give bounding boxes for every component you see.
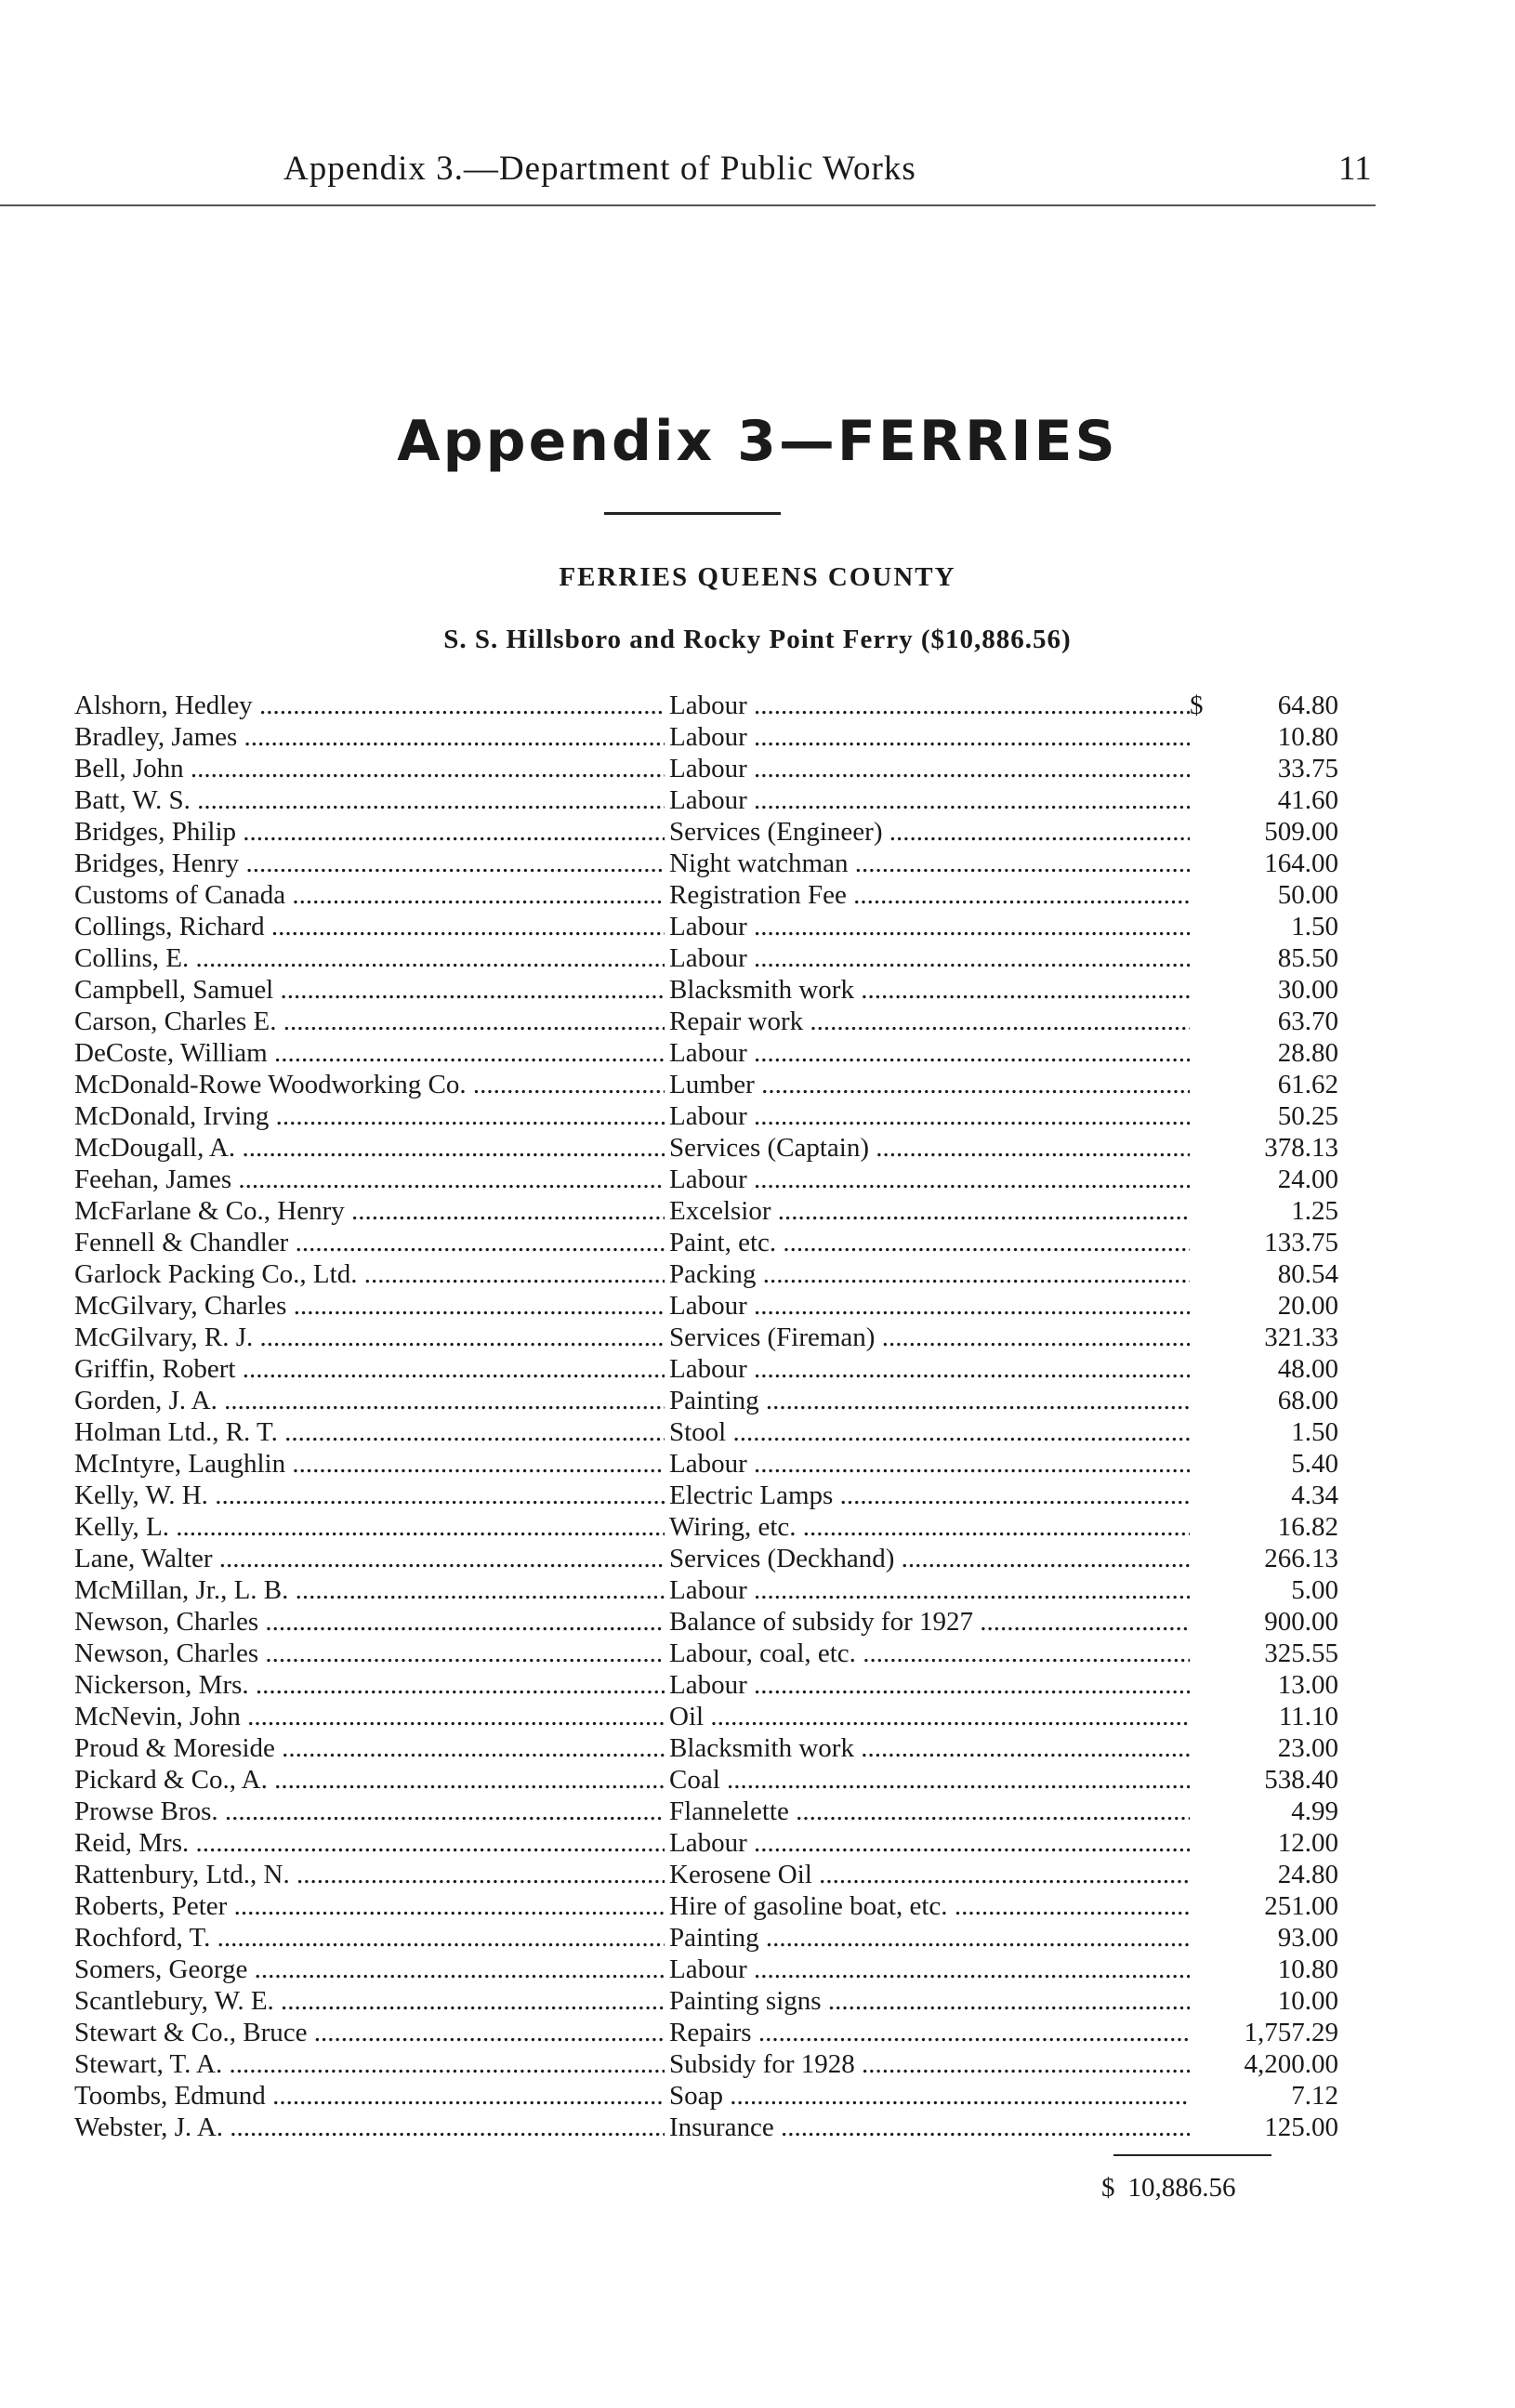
payee-name: McFarlane & Co., Henry ..... — [74, 1195, 665, 1227]
payee-name: Nickerson, Mrs. ..... — [74, 1669, 665, 1701]
ledger-row — [74, 1922, 1338, 1954]
amount: 1,757.29 — [1244, 2018, 1338, 2047]
expense-item: Labour ..... — [669, 1100, 1190, 1132]
amount: 33.75 — [1277, 754, 1338, 783]
ledger-row — [74, 1701, 1338, 1732]
ledger-row — [74, 1764, 1338, 1796]
ledger-row — [74, 1448, 1338, 1480]
expense-item: Services (Engineer) ..... — [669, 816, 1190, 848]
ledger-row — [74, 1796, 1338, 1827]
payee-name: Collings, Richard ..... — [74, 911, 665, 942]
expense-item: Balance of subsidy for 1927 ..... — [669, 1606, 1190, 1638]
header-rule — [0, 204, 1376, 206]
expense-item: Repair work ..... — [669, 1006, 1190, 1037]
amount: 20.00 — [1277, 1291, 1338, 1321]
payee-name: Kelly, L. ..... — [74, 1511, 665, 1543]
payee-name: Fennell & Chandler ..... — [74, 1227, 665, 1258]
expense-item: Labour ..... — [669, 1353, 1190, 1385]
amount: 10.80 — [1277, 1954, 1338, 1984]
payee-name: McMillan, Jr., L. B. ..... — [74, 1574, 665, 1606]
expense-item: Labour ..... — [669, 1037, 1190, 1069]
payee-name: Stewart & Co., Bruce ..... — [74, 2017, 665, 2048]
amount: 16.82 — [1277, 1512, 1338, 1542]
amount: 64.80 — [1277, 691, 1338, 720]
expense-item: Labour, coal, etc. ..... — [669, 1638, 1190, 1669]
expense-item: Paint, etc. ..... — [669, 1227, 1190, 1258]
payee-name: McDonald, Irving ..... — [74, 1100, 665, 1132]
amount: 4.34 — [1291, 1480, 1338, 1510]
payee-name: Rochford, T. ..... — [74, 1922, 665, 1954]
ledger-row — [74, 942, 1338, 974]
appendix-title: Appendix 3—FERRIES — [397, 409, 1118, 474]
ledger-row — [74, 690, 1338, 721]
amount: 80.54 — [1277, 1259, 1338, 1289]
amount: 164.00 — [1264, 849, 1338, 878]
ledger-row — [74, 1511, 1338, 1543]
expense-item: Subsidy for 1928 ..... — [669, 2048, 1190, 2080]
ledger-row — [74, 879, 1338, 911]
payee-name: Holman Ltd., R. T. ..... — [74, 1416, 665, 1448]
amount: 7.12 — [1291, 2081, 1338, 2111]
payee-name: McNevin, John ..... — [74, 1701, 665, 1732]
ledger-row — [74, 974, 1338, 1006]
amount: 10.00 — [1277, 1986, 1338, 2016]
expense-item: Painting ..... — [669, 1922, 1190, 1954]
expense-item: Lumber ..... — [669, 1069, 1190, 1100]
ledger-row — [74, 1416, 1338, 1448]
payee-name: Carson, Charles E. ..... — [74, 1006, 665, 1037]
ledger-row — [74, 1543, 1338, 1574]
expense-item: Night watchman ..... — [669, 848, 1190, 879]
payee-name: Gorden, J. A. ..... — [74, 1385, 665, 1416]
expense-item: Hire of gasoline boat, etc. ..... — [669, 1890, 1190, 1922]
ledger-row — [74, 1227, 1338, 1258]
payee-name: Reid, Mrs. ..... — [74, 1827, 665, 1859]
payee-name: Scantlebury, W. E. ..... — [74, 1985, 665, 2017]
ledger-row — [74, 721, 1338, 753]
payee-name: McGilvary, R. J. ..... — [74, 1322, 665, 1353]
payee-name: Bridges, Philip ..... — [74, 816, 665, 848]
payee-name: Campbell, Samuel ..... — [74, 974, 665, 1006]
total-amount: 10,886.56 — [1127, 2173, 1236, 2203]
expense-item: Labour ..... — [669, 1827, 1190, 1859]
page-number: 11 — [1338, 150, 1372, 188]
payee-name: Toombs, Edmund ..... — [74, 2080, 665, 2112]
amount: 61.62 — [1277, 1070, 1338, 1099]
payee-name: Lane, Walter ..... — [74, 1543, 665, 1574]
expense-item: Insurance ..... — [669, 2112, 1190, 2143]
amount: 41.60 — [1277, 785, 1338, 815]
ledger-row — [74, 2112, 1338, 2143]
ledger-row — [74, 1669, 1338, 1701]
payee-name: Somers, George ..... — [74, 1954, 665, 1985]
expense-item: Oil ..... — [669, 1701, 1190, 1732]
expense-item: Labour ..... — [669, 1448, 1190, 1480]
amount: 4.99 — [1291, 1796, 1338, 1826]
ledger-row — [74, 1290, 1338, 1322]
ledger-row — [74, 1574, 1338, 1606]
ledger-row — [74, 848, 1338, 879]
ledger-row — [74, 1954, 1338, 1985]
expense-item: Labour ..... — [669, 721, 1190, 753]
section-subheading: S. S. Hillsboro and Rocky Point Ferry ($10,886.56) — [443, 625, 1072, 654]
amount: 85.50 — [1277, 943, 1338, 973]
expense-item: Electric Lamps ..... — [669, 1480, 1190, 1511]
amount: 10.80 — [1277, 722, 1338, 752]
ledger-row — [74, 1132, 1338, 1164]
expense-item: Coal ..... — [669, 1764, 1190, 1796]
amount: 28.80 — [1277, 1038, 1338, 1068]
expense-item: Labour ..... — [669, 784, 1190, 816]
expense-item: Soap ..... — [669, 2080, 1190, 2112]
amount: 900.00 — [1264, 1607, 1338, 1637]
amount: 378.13 — [1264, 1133, 1338, 1163]
ledger-row — [74, 784, 1338, 816]
amount: 30.00 — [1277, 975, 1338, 1005]
ledger-row — [74, 1732, 1338, 1764]
payee-name: Alshorn, Hedley ..... — [74, 690, 665, 721]
expense-item: Blacksmith work ..... — [669, 974, 1190, 1006]
payee-name: McDougall, A. ..... — [74, 1132, 665, 1164]
ledger-row — [74, 1353, 1338, 1385]
running-header-title: Appendix 3.—Department of Public Works — [283, 150, 916, 188]
payee-name: Pickard & Co., A. ..... — [74, 1764, 665, 1796]
payee-name: Feehan, James ..... — [74, 1164, 665, 1195]
amount: 11.10 — [1278, 1702, 1338, 1731]
amount: 251.00 — [1264, 1891, 1338, 1921]
ledger-row — [74, 1827, 1338, 1859]
payee-name: Bradley, James ..... — [74, 721, 665, 753]
payee-name: Webster, J. A. ..... — [74, 2112, 665, 2143]
amount: 509.00 — [1264, 817, 1338, 847]
expense-item: Labour ..... — [669, 1164, 1190, 1195]
section-heading: FERRIES QUEENS COUNTY — [559, 562, 956, 592]
expense-item: Services (Fireman) ..... — [669, 1322, 1190, 1353]
expense-item: Labour ..... — [669, 753, 1190, 784]
expense-item: Labour ..... — [669, 1290, 1190, 1322]
expense-item: Flannelette ..... — [669, 1796, 1190, 1827]
payee-name: Newson, Charles ..... — [74, 1638, 665, 1669]
amount: 24.80 — [1277, 1860, 1338, 1889]
expense-item: Painting ..... — [669, 1385, 1190, 1416]
amount: 24.00 — [1277, 1165, 1338, 1194]
payee-name: Proud & Moreside ..... — [74, 1732, 665, 1764]
expense-item: Excelsior ..... — [669, 1195, 1190, 1227]
payee-name: Garlock Packing Co., Ltd. ..... — [74, 1258, 665, 1290]
payee-name: Rattenbury, Ltd., N. ..... — [74, 1859, 665, 1890]
ledger-row — [74, 816, 1338, 848]
ledger-row — [74, 1037, 1338, 1069]
total-currency-symbol: $ — [1101, 2173, 1115, 2203]
currency-symbol: $ — [1190, 691, 1204, 720]
expense-item: Labour ..... — [669, 911, 1190, 942]
payee-name: Griffin, Robert ..... — [74, 1353, 665, 1385]
ledger-row — [74, 1890, 1338, 1922]
ledger-row — [74, 1322, 1338, 1353]
ledger-row — [74, 2080, 1338, 2112]
amount: 125.00 — [1264, 2112, 1338, 2142]
amount: 12.00 — [1277, 1828, 1338, 1858]
expense-item: Registration Fee ..... — [669, 879, 1190, 911]
amount: 23.00 — [1277, 1733, 1338, 1763]
ledger-row — [74, 1258, 1338, 1290]
amount: 50.25 — [1277, 1101, 1338, 1131]
ledger-row — [74, 1480, 1338, 1511]
amount: 5.40 — [1291, 1449, 1338, 1479]
amount: 48.00 — [1277, 1354, 1338, 1384]
amount: 538.40 — [1264, 1765, 1338, 1795]
payee-name: McDonald-Rowe Woodworking Co. ..... — [74, 1069, 665, 1100]
ledger-row — [74, 1385, 1338, 1416]
payee-name: Stewart, T. A. ..... — [74, 2048, 665, 2080]
expense-item: Packing ..... — [669, 1258, 1190, 1290]
ledger-row — [74, 1195, 1338, 1227]
expense-item: Stool ..... — [669, 1416, 1190, 1448]
amount: 133.75 — [1264, 1228, 1338, 1257]
expense-item: Repairs ..... — [669, 2017, 1190, 2048]
amount: 321.33 — [1264, 1322, 1338, 1352]
amount: 93.00 — [1277, 1923, 1338, 1953]
expense-item: Services (Captain) ..... — [669, 1132, 1190, 1164]
ledger-row — [74, 1985, 1338, 2017]
ledger-row — [74, 2017, 1338, 2048]
amount: 1.25 — [1291, 1196, 1338, 1226]
payee-name: Bridges, Henry ..... — [74, 848, 665, 879]
ledger-row — [74, 1100, 1338, 1132]
ledger-row — [74, 1859, 1338, 1890]
total-rule — [1113, 2154, 1271, 2156]
ledger-row — [74, 753, 1338, 784]
expense-item: Labour ..... — [669, 1954, 1190, 1985]
expense-item: Labour ..... — [669, 1574, 1190, 1606]
payee-name: Kelly, W. H. ..... — [74, 1480, 665, 1511]
payee-name: McGilvary, Charles ..... — [74, 1290, 665, 1322]
amount: 1.50 — [1291, 912, 1338, 941]
ledger-row — [74, 1606, 1338, 1638]
amount: 4,200.00 — [1244, 2049, 1338, 2079]
amount: 266.13 — [1264, 1544, 1338, 1573]
ledger-row — [74, 1006, 1338, 1037]
payee-name: Batt, W. S. ..... — [74, 784, 665, 816]
expense-item: Labour ..... — [669, 690, 1190, 721]
payee-name: Prowse Bros. ..... — [74, 1796, 665, 1827]
payee-name: DeCoste, William ..... — [74, 1037, 665, 1069]
payee-name: Newson, Charles ..... — [74, 1606, 665, 1638]
payee-name: Collins, E. ..... — [74, 942, 665, 974]
ledger-row — [74, 2048, 1338, 2080]
amount: 325.55 — [1264, 1638, 1338, 1668]
amount: 50.00 — [1277, 880, 1338, 910]
amount: 68.00 — [1277, 1386, 1338, 1415]
expenditure-ledger — [74, 690, 1338, 2143]
amount: 13.00 — [1277, 1670, 1338, 1700]
expense-item: Kerosene Oil ..... — [669, 1859, 1190, 1890]
expense-item: Painting signs ..... — [669, 1985, 1190, 2017]
payee-name: McIntyre, Laughlin ..... — [74, 1448, 665, 1480]
amount: 5.00 — [1291, 1575, 1338, 1605]
expense-item: Wiring, etc. ..... — [669, 1511, 1190, 1543]
payee-name: Bell, John ..... — [74, 753, 665, 784]
title-rule — [604, 512, 781, 515]
expense-item: Labour ..... — [669, 942, 1190, 974]
amount: 1.50 — [1291, 1417, 1338, 1447]
expense-item: Labour ..... — [669, 1669, 1190, 1701]
amount: 63.70 — [1277, 1007, 1338, 1036]
expense-item: Services (Deckhand) ..... — [669, 1543, 1190, 1574]
ledger-row — [74, 1164, 1338, 1195]
expense-item: Blacksmith work ..... — [669, 1732, 1190, 1764]
ledger-total — [1101, 2173, 1236, 2204]
ledger-row — [74, 1638, 1338, 1669]
ledger-row — [74, 911, 1338, 942]
payee-name: Roberts, Peter ..... — [74, 1890, 665, 1922]
ledger-row — [74, 1069, 1338, 1100]
payee-name: Customs of Canada ..... — [74, 879, 665, 911]
